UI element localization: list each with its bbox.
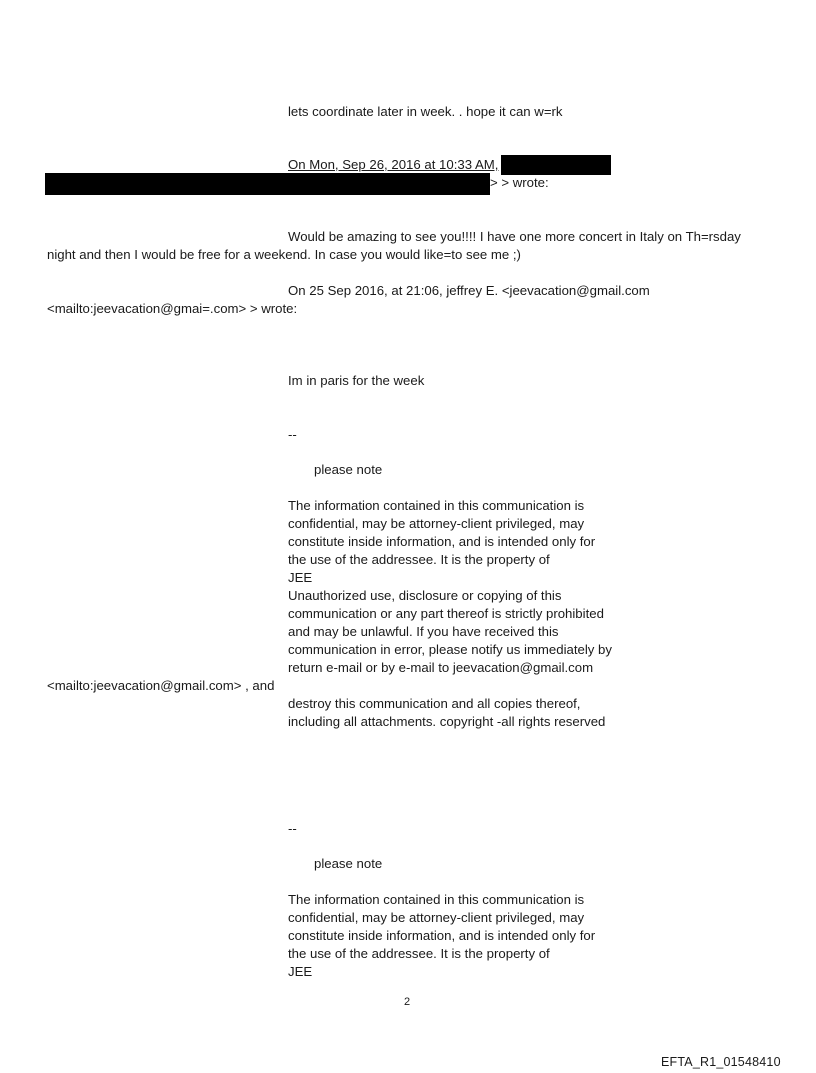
quote-header-wrote: > > wrote: — [490, 175, 549, 190]
quote-header-line: On 25 Sep 2016, at 21:06, jeffrey E. <jeevacation@gmail.com — [288, 283, 650, 298]
redaction-box — [45, 173, 490, 195]
disclaimer-line: Unauthorized use, disclosure or copying of this — [288, 588, 562, 603]
disclaimer-line: communication in error, please notify us immediately by — [288, 642, 612, 657]
quote-body-line: night and then I would be free for a weekend. In case you would like=to see me ;) — [47, 247, 521, 262]
signature-title: please note — [314, 462, 383, 477]
page-number: 2 — [404, 996, 411, 1008]
disclaimer-line: constitute inside information, and is intended only for — [288, 928, 596, 943]
disclaimer-line: return e-mail or by e-mail to jeevacation@gmail.com — [288, 660, 594, 675]
disclaimer-line: <mailto:jeevacation@gmail.com> , and — [47, 678, 275, 693]
disclaimer-line: The information contained in this communication is — [288, 892, 585, 907]
document-id: EFTA_R1_01548410 — [661, 1055, 781, 1069]
signature-dashes: -- — [288, 427, 297, 442]
disclaimer-line: the use of the addressee. It is the property of — [288, 552, 550, 567]
disclaimer-line: constitute inside information, and is intended only for — [288, 534, 596, 549]
disclaimer-line: confidential, may be attorney-client privileged, may — [288, 910, 585, 925]
disclaimer-line: The information contained in this communication is — [288, 498, 585, 513]
redaction-box — [501, 155, 611, 175]
quote-header-line: <mailto:jeevacation@gmai=.com> > wrote: — [47, 301, 298, 316]
disclaimer-line: JEE — [288, 964, 313, 979]
quote-body-line: Would be amazing to see you!!!! I have one more concert in Italy on Th=rsday — [288, 229, 741, 244]
disclaimer-line: confidential, may be attorney-client privileged, may — [288, 516, 585, 531]
disclaimer-line: communication or any part thereof is strictly prohibited — [288, 606, 604, 621]
disclaimer-line: destroy this communication and all copies thereof, — [288, 696, 581, 711]
signature-title: please note — [314, 856, 383, 871]
disclaimer-line: including all attachments. copyright -all rights reserved — [288, 714, 606, 729]
quote-header-date: On Mon, Sep 26, 2016 at 10:33 AM, — [288, 157, 499, 172]
disclaimer-line: and may be unlawful. If you have received this — [288, 624, 559, 639]
disclaimer-line: JEE — [288, 570, 313, 585]
message-text: Im in paris for the week — [288, 373, 425, 388]
signature-dashes: -- — [288, 821, 297, 836]
reply-text: lets coordinate later in week. . hope it can w=rk — [288, 104, 563, 119]
disclaimer-line: the use of the addressee. It is the property of — [288, 946, 550, 961]
